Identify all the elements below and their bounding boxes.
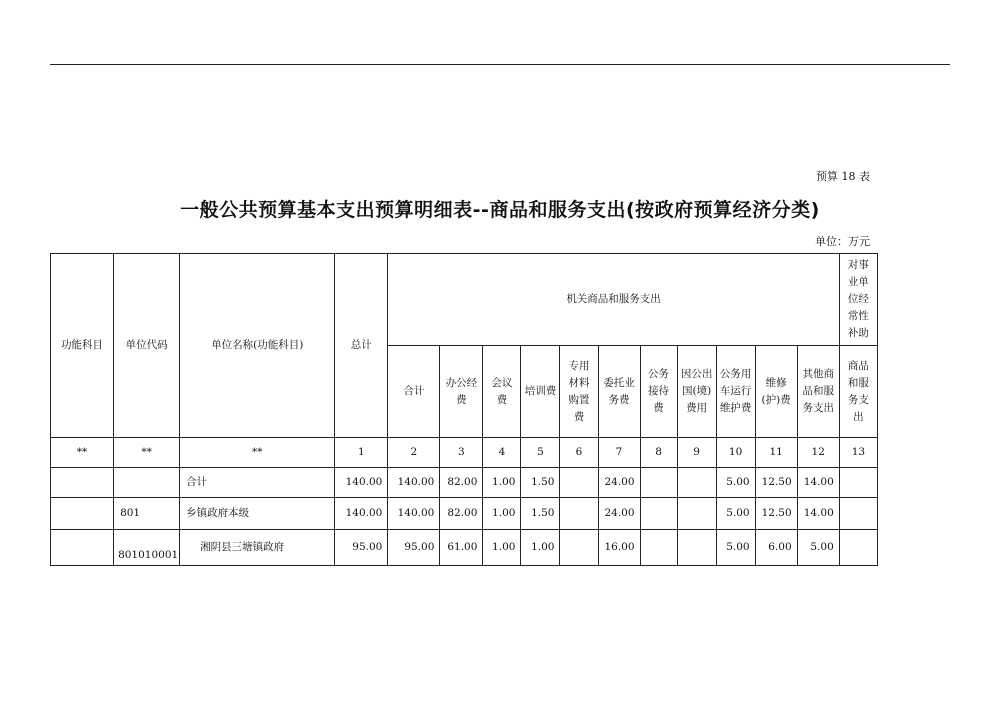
header-func-subject: 功能科目 (51, 254, 114, 438)
cell-func (51, 468, 114, 498)
header-unit-name: 单位名称(功能科目) (180, 254, 335, 438)
cell-total: 140.00 (335, 468, 388, 498)
index-cell: 13 (839, 438, 877, 468)
header-unit-code: 单位代码 (114, 254, 180, 438)
index-cell: 7 (598, 438, 640, 468)
header-subsidy-goods: 商品和服务支出 (839, 346, 877, 438)
cell-other: 5.00 (797, 530, 839, 566)
cell-code: 801 (114, 498, 180, 530)
header-abroad: 因公出国(境)费用 (677, 346, 716, 438)
index-cell: 1 (335, 438, 388, 468)
cell-subsidy (839, 468, 877, 498)
cell-subsidy (839, 530, 877, 566)
table-row (51, 498, 878, 530)
header-materials: 专用材料购置费 (560, 346, 598, 438)
document-title: 一般公共预算基本支出预算明细表--商品和服务支出(按政府预算经济分类) (180, 199, 820, 221)
budget-table (50, 253, 878, 566)
table-number: 预算 18 表 (816, 170, 870, 183)
index-cell: 9 (677, 438, 716, 468)
cell-subsidy (839, 498, 877, 530)
header-group-subsidy: 对事业单位经常性补助 (839, 254, 877, 346)
cell-reception (640, 530, 677, 566)
header-total: 总计 (335, 254, 388, 438)
cell-sub-total: 95.00 (388, 530, 440, 566)
header-rule (50, 64, 950, 65)
cell-code: 801010001 (114, 530, 180, 566)
header-reception: 公务接待费 (640, 346, 677, 438)
cell-reception (640, 468, 677, 498)
table-row (51, 530, 878, 566)
cell-vehicle: 5.00 (716, 530, 755, 566)
cell-abroad (677, 468, 716, 498)
cell-office: 82.00 (440, 498, 483, 530)
cell-training: 1.00 (521, 530, 560, 566)
unit-label: 单位：万元 (815, 235, 870, 248)
cell-office: 61.00 (440, 530, 483, 566)
cell-code (114, 468, 180, 498)
cell-name: 乡镇政府本级 (180, 498, 335, 530)
cell-name: 湘阴县三塘镇政府 (180, 530, 335, 566)
header-sub-total: 合计 (388, 346, 440, 438)
cell-other: 14.00 (797, 498, 839, 530)
index-cell: 12 (797, 438, 839, 468)
header-vehicle: 公务用车运行维护费 (716, 346, 755, 438)
cell-repair: 12.50 (755, 468, 797, 498)
header-office: 办公经费 (440, 346, 483, 438)
header-group-org: 机关商品和服务支出 (388, 254, 839, 346)
cell-meeting: 1.00 (483, 468, 521, 498)
index-cell: 8 (640, 438, 677, 468)
cell-entrusted: 24.00 (598, 498, 640, 530)
cell-repair: 12.50 (755, 498, 797, 530)
cell-total: 140.00 (335, 498, 388, 530)
cell-materials (560, 468, 598, 498)
cell-total: 95.00 (335, 530, 388, 566)
index-cell: 3 (440, 438, 483, 468)
header-row-1 (51, 254, 878, 346)
cell-repair: 6.00 (755, 530, 797, 566)
cell-vehicle: 5.00 (716, 468, 755, 498)
cell-materials (560, 498, 598, 530)
cell-abroad (677, 498, 716, 530)
header-repair: 维修(护)费 (755, 346, 797, 438)
index-cell: 4 (483, 438, 521, 468)
table-row (51, 468, 878, 498)
header-other: 其他商品和服务支出 (797, 346, 839, 438)
cell-func (51, 530, 114, 566)
cell-sub-total: 140.00 (388, 498, 440, 530)
header-entrusted: 委托业务费 (598, 346, 640, 438)
index-cell: 6 (560, 438, 598, 468)
cell-meeting: 1.00 (483, 530, 521, 566)
cell-entrusted: 16.00 (598, 530, 640, 566)
cell-entrusted: 24.00 (598, 468, 640, 498)
cell-sub-total: 140.00 (388, 468, 440, 498)
index-cell: ** (114, 438, 180, 468)
index-cell: 11 (755, 438, 797, 468)
index-cell: ** (51, 438, 114, 468)
cell-name: 合计 (180, 468, 335, 498)
index-cell: 2 (388, 438, 440, 468)
cell-training: 1.50 (521, 498, 560, 530)
cell-training: 1.50 (521, 468, 560, 498)
header-meeting: 会议费 (483, 346, 521, 438)
index-cell: 5 (521, 438, 560, 468)
cell-other: 14.00 (797, 468, 839, 498)
cell-abroad (677, 530, 716, 566)
cell-materials (560, 530, 598, 566)
index-cell: 10 (716, 438, 755, 468)
cell-office: 82.00 (440, 468, 483, 498)
index-row (51, 438, 878, 468)
index-cell: ** (180, 438, 335, 468)
cell-vehicle: 5.00 (716, 498, 755, 530)
cell-reception (640, 498, 677, 530)
cell-func (51, 498, 114, 530)
header-training: 培训费 (521, 346, 560, 438)
cell-meeting: 1.00 (483, 498, 521, 530)
